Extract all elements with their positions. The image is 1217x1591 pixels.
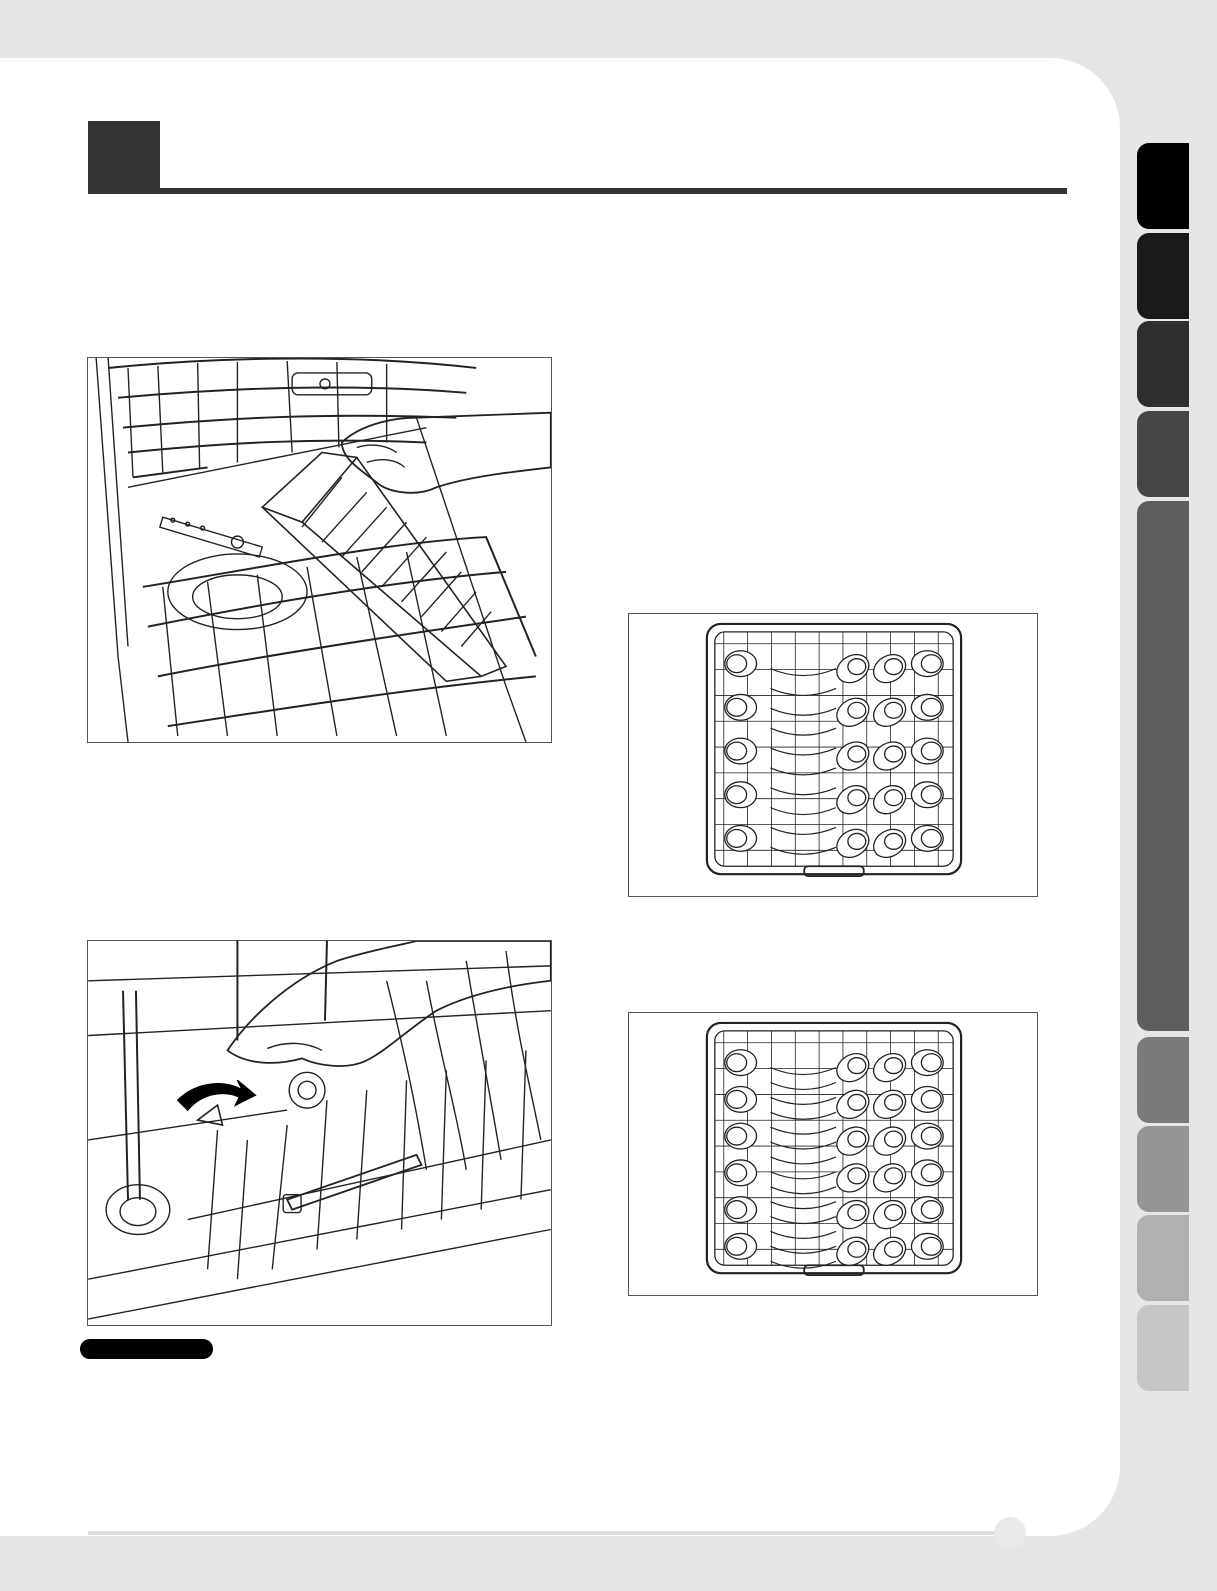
glass: [869, 824, 911, 863]
bowl: [770, 1202, 836, 1209]
footer-rule: [88, 1531, 1000, 1535]
bowl: [770, 1142, 836, 1149]
bowl: [770, 708, 836, 715]
cup: [911, 694, 943, 720]
glass: [869, 736, 911, 775]
figure-upper-rack-removal: [87, 357, 552, 743]
glass: [869, 693, 911, 732]
bowl: [770, 1246, 836, 1253]
chapter-tab[interactable]: [1137, 1037, 1189, 1123]
cup: [725, 1123, 757, 1149]
bowl: [770, 1097, 836, 1104]
cup: [725, 1233, 757, 1259]
bowl: [770, 1231, 836, 1238]
upper-rack-removal-illustration: [88, 358, 551, 742]
chapter-tab[interactable]: [1137, 1215, 1189, 1301]
bowl: [770, 1157, 836, 1164]
bowl: [770, 1217, 836, 1224]
glass: [832, 1048, 874, 1087]
glass: [832, 780, 874, 819]
cup: [725, 694, 757, 720]
cup: [911, 651, 943, 677]
glass: [869, 1085, 911, 1124]
chapter-tab[interactable]: [1137, 411, 1189, 497]
cup: [725, 1086, 757, 1112]
cup: [725, 826, 757, 852]
bowl: [770, 827, 836, 834]
lower-rack-lever-illustration: [88, 941, 551, 1325]
chapter-tab[interactable]: [1137, 1126, 1189, 1212]
cup: [911, 782, 943, 808]
cup: [911, 1233, 943, 1259]
chapter-tab[interactable]: [1137, 501, 1189, 1031]
glass: [869, 649, 911, 688]
cup: [911, 1160, 943, 1186]
glass: [832, 824, 874, 863]
chapter-tab[interactable]: [1137, 321, 1189, 407]
glass: [832, 1158, 874, 1197]
bowl: [770, 847, 836, 854]
cup: [725, 1197, 757, 1223]
figure-rack-loading-top-view-2: [628, 1012, 1038, 1296]
cup: [911, 1123, 943, 1149]
glass: [869, 1195, 911, 1234]
bowl: [770, 1083, 836, 1090]
cup: [725, 1160, 757, 1186]
cup: [725, 782, 757, 808]
glass: [869, 1121, 911, 1160]
rack-loading-top-view-2-illustration: [629, 1013, 1037, 1295]
glass: [869, 1048, 911, 1087]
cup: [725, 1050, 757, 1076]
figure-lower-rack-lever: [87, 940, 552, 1326]
chapter-tab[interactable]: [1137, 1305, 1189, 1391]
bowl: [770, 1187, 836, 1194]
note-label-pill: [80, 1339, 213, 1359]
cup: [911, 1197, 943, 1223]
cup: [911, 1086, 943, 1112]
section-header-block: [88, 121, 160, 193]
section-header-rule: [88, 188, 1067, 194]
bowl: [770, 688, 836, 695]
figure-rack-loading-top-view-1: [628, 613, 1038, 897]
chapter-tab[interactable]: [1137, 143, 1189, 229]
glass: [832, 1121, 874, 1160]
chapter-tab[interactable]: [1137, 233, 1189, 319]
bowl: [770, 1172, 836, 1179]
bowl: [770, 788, 836, 795]
glass: [869, 1158, 911, 1197]
rack-loading-top-view-1-illustration: [629, 614, 1037, 896]
cup: [911, 1050, 943, 1076]
lg-logo-plate: [292, 373, 372, 395]
bowl: [770, 808, 836, 815]
glass: [832, 649, 874, 688]
bowl: [770, 748, 836, 755]
page-number-circle: [994, 1517, 1026, 1549]
glass: [832, 693, 874, 732]
page-corner-background: [1050, 1535, 1217, 1591]
cup: [725, 738, 757, 764]
bowl: [770, 768, 836, 775]
bowl: [770, 1127, 836, 1134]
glass: [869, 780, 911, 819]
cup: [725, 651, 757, 677]
bowl: [770, 1112, 836, 1119]
bowl: [770, 728, 836, 735]
cup: [911, 738, 943, 764]
glass: [832, 1085, 874, 1124]
glass: [832, 1195, 874, 1234]
glass: [832, 736, 874, 775]
cup: [911, 826, 943, 852]
